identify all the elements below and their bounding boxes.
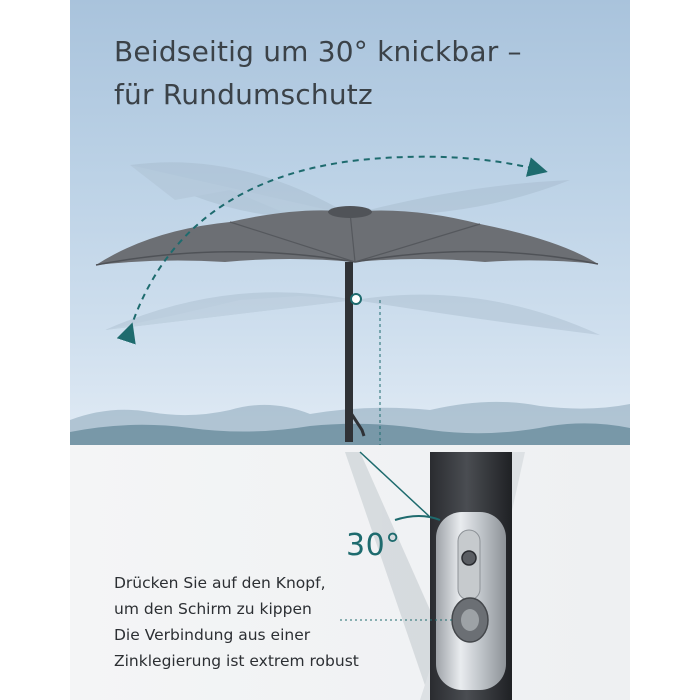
tilt-push-button [462,551,476,565]
caption-line-3: Die Verbindung aus einer [114,626,311,644]
angle-label: 30° [346,528,401,563]
caption-line-1: Drücken Sie auf den Knopf, [114,574,326,592]
joint-hole-inner [461,609,479,631]
caption [114,570,359,674]
headline [114,30,522,116]
caption-line-2: um den Schirm zu kippen [114,600,312,618]
headline-line-1: Beidseitig um 30° knickbar – [114,35,522,68]
tilt-button-marker [351,294,361,304]
main-canopy [96,206,598,265]
headline-line-2: für Rundumschutz [114,78,373,111]
caption-line-4: Zinklegierung ist extrem robust [114,652,359,670]
